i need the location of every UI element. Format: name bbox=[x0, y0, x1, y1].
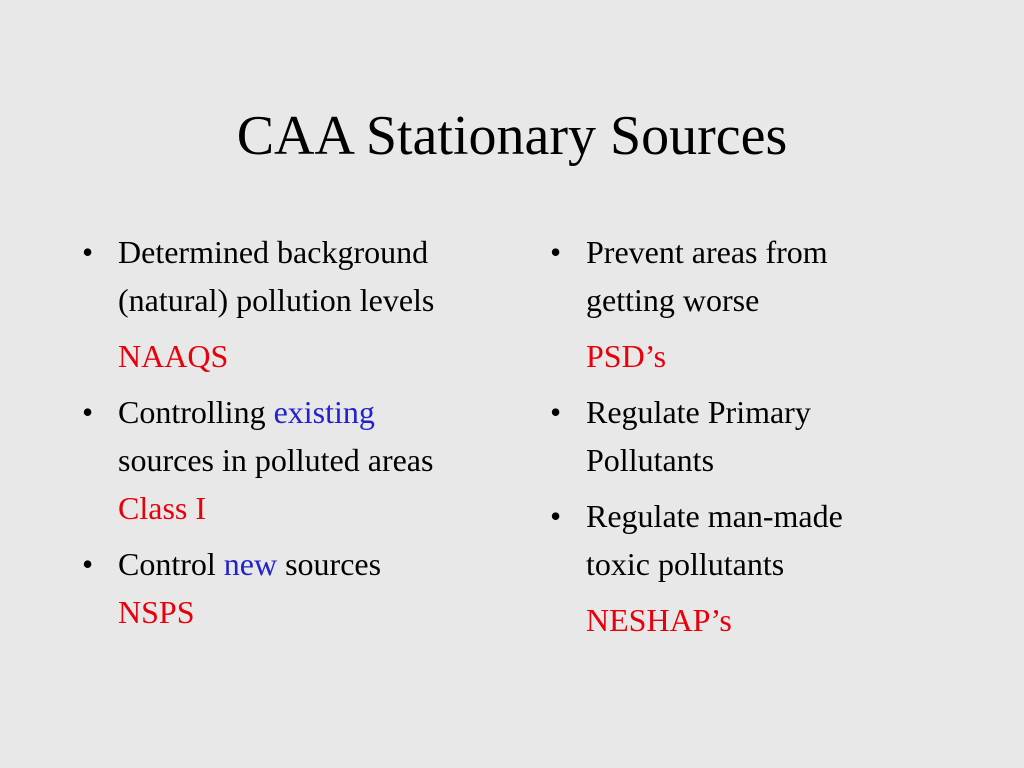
bullet-text: sources bbox=[277, 546, 382, 582]
bullet-marker: • bbox=[82, 394, 94, 430]
bullet-subtext-class-i: Class I bbox=[118, 490, 206, 526]
bullet-text: sources in polluted areas bbox=[118, 442, 434, 478]
bullet-text: Regulate man-made bbox=[586, 498, 843, 534]
bullet-subtext-psds: PSD’s bbox=[586, 338, 667, 374]
bullet-marker: • bbox=[550, 234, 562, 270]
right-column bbox=[548, 228, 968, 652]
bullet-text: (natural) pollution levels bbox=[118, 282, 435, 318]
bullet-marker: • bbox=[82, 234, 94, 270]
bullet-subtext-naaqs: NAAQS bbox=[118, 338, 229, 374]
bullet-marker: • bbox=[550, 498, 562, 534]
bullet-text: toxic pollutants bbox=[586, 546, 785, 582]
bullet-item bbox=[548, 388, 968, 484]
bullet-text: Determined background bbox=[118, 234, 429, 270]
bullet-text: getting worse bbox=[586, 282, 760, 318]
bullet-marker: • bbox=[82, 546, 94, 582]
bullet-text: Control bbox=[118, 546, 224, 582]
emphasis-existing: existing bbox=[273, 394, 375, 430]
emphasis-new: new bbox=[223, 546, 278, 582]
bullet-item bbox=[80, 228, 520, 380]
bullet-text: Regulate Primary bbox=[586, 394, 811, 430]
left-column bbox=[80, 228, 520, 644]
bullet-text: Pollutants bbox=[586, 442, 715, 478]
bullet-subtext-nsps: NSPS bbox=[118, 594, 195, 630]
slide-title: CAA Stationary Sources bbox=[236, 105, 788, 167]
bullet-item bbox=[80, 388, 520, 532]
bullet-text-line bbox=[118, 540, 520, 588]
bullet-item bbox=[548, 492, 968, 644]
bullet-subtext-neshaps: NESHAP’s bbox=[586, 602, 732, 638]
bullet-text: Prevent areas from bbox=[586, 234, 828, 270]
bullet-item bbox=[548, 228, 968, 380]
bullet-marker: • bbox=[550, 394, 562, 430]
bullet-text: Controlling bbox=[118, 394, 274, 430]
bullet-item bbox=[80, 540, 520, 636]
bullet-text-line bbox=[118, 388, 520, 436]
